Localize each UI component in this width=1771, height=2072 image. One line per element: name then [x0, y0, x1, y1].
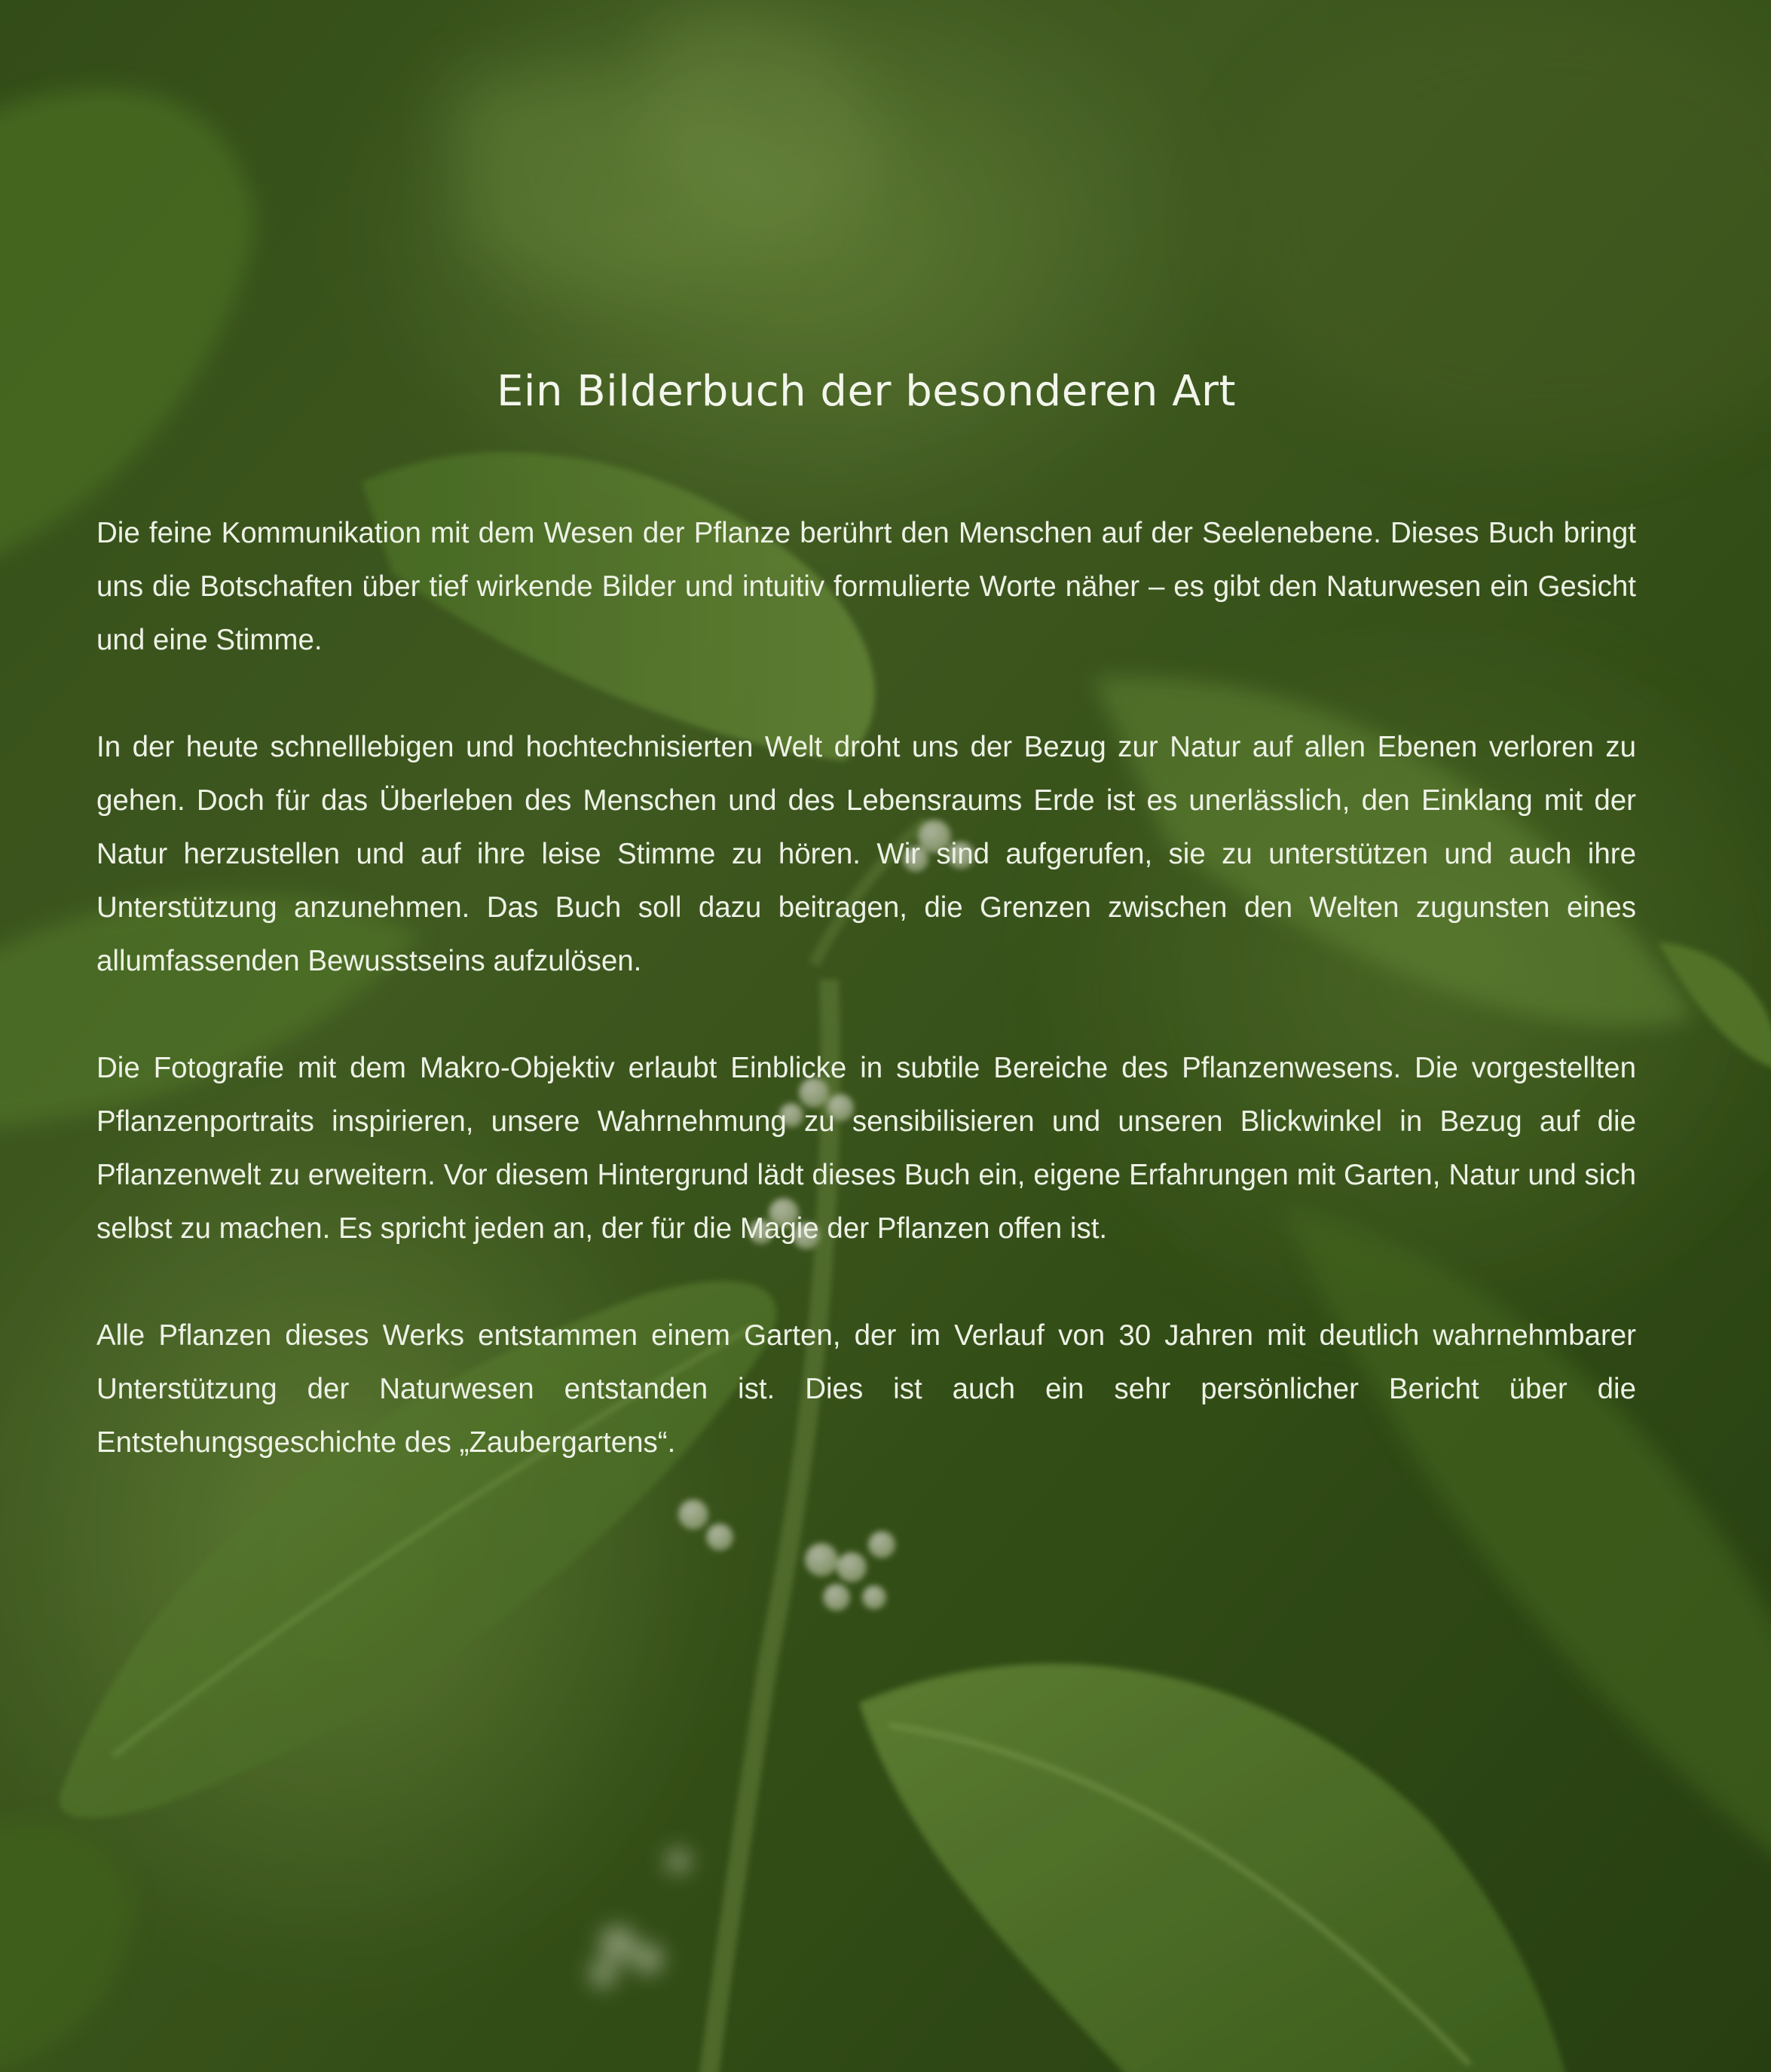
- paragraph-garden-origin: Alle Pflanzen dieses Werks entstammen einem Garten, der im Verlauf von 30 Jahren mit deutlich wahrnehmbarer Unterstützung der Naturwesen entstanden ist. Dies ist auch ein sehr persönlicher Bericht über die Entstehungsgeschichte des „Zaubergartens“.: [96, 1319, 1636, 1459]
- paragraph-communication: Die feine Kommunikation mit dem Wesen der Pflanze berührt den Menschen auf der Seelenebene. Dieses Buch bringt uns die Botschaften über tief wirkende Bilder und intuitiv formulierte Worte näher – es gibt den Naturwesen ein Gesicht und eine Stimme.: [96, 517, 1636, 656]
- text-block: [96, 362, 1636, 1469]
- paragraph-macro-photography: Die Fotografie mit dem Makro-Objektiv erlaubt Einblicke in subtile Bereiche des Pflanzenwesens. Die vorgestellten Pflanzenportraits inspirieren, unsere Wahrnehmung zu sensibilisieren und unseren Blickwinkel in Bezug auf die Pflanzenwelt zu erweitern. Vor diesem Hintergrund lädt dieses Buch ein, eigene Erfahrungen mit Garten, Natur und sich selbst zu machen. Es spricht jeden an, der für die Magie der Pflanzen offen ist.: [96, 1052, 1636, 1245]
- paragraph-modern-world: In der heute schnelllebigen und hochtechnisierten Welt droht uns der Bezug zur Natur auf allen Ebenen verloren zu gehen. Doch für das Überleben des Menschen und des Lebensraums Erde ist es unerlässlich, den Einklang mit der Natur herzustellen und auf ihre leise Stimme zu hören. Wir sind aufgerufen, sie zu unterstützen und auch ihre Unterstützung anzunehmen. Das Buch soll dazu beitragen, die Grenzen zwischen den Welten zugunsten eines allumfassenden Bewusstseins aufzulösen.: [96, 731, 1636, 977]
- page-title: Ein Bilderbuch der besonderen Art: [497, 367, 1236, 416]
